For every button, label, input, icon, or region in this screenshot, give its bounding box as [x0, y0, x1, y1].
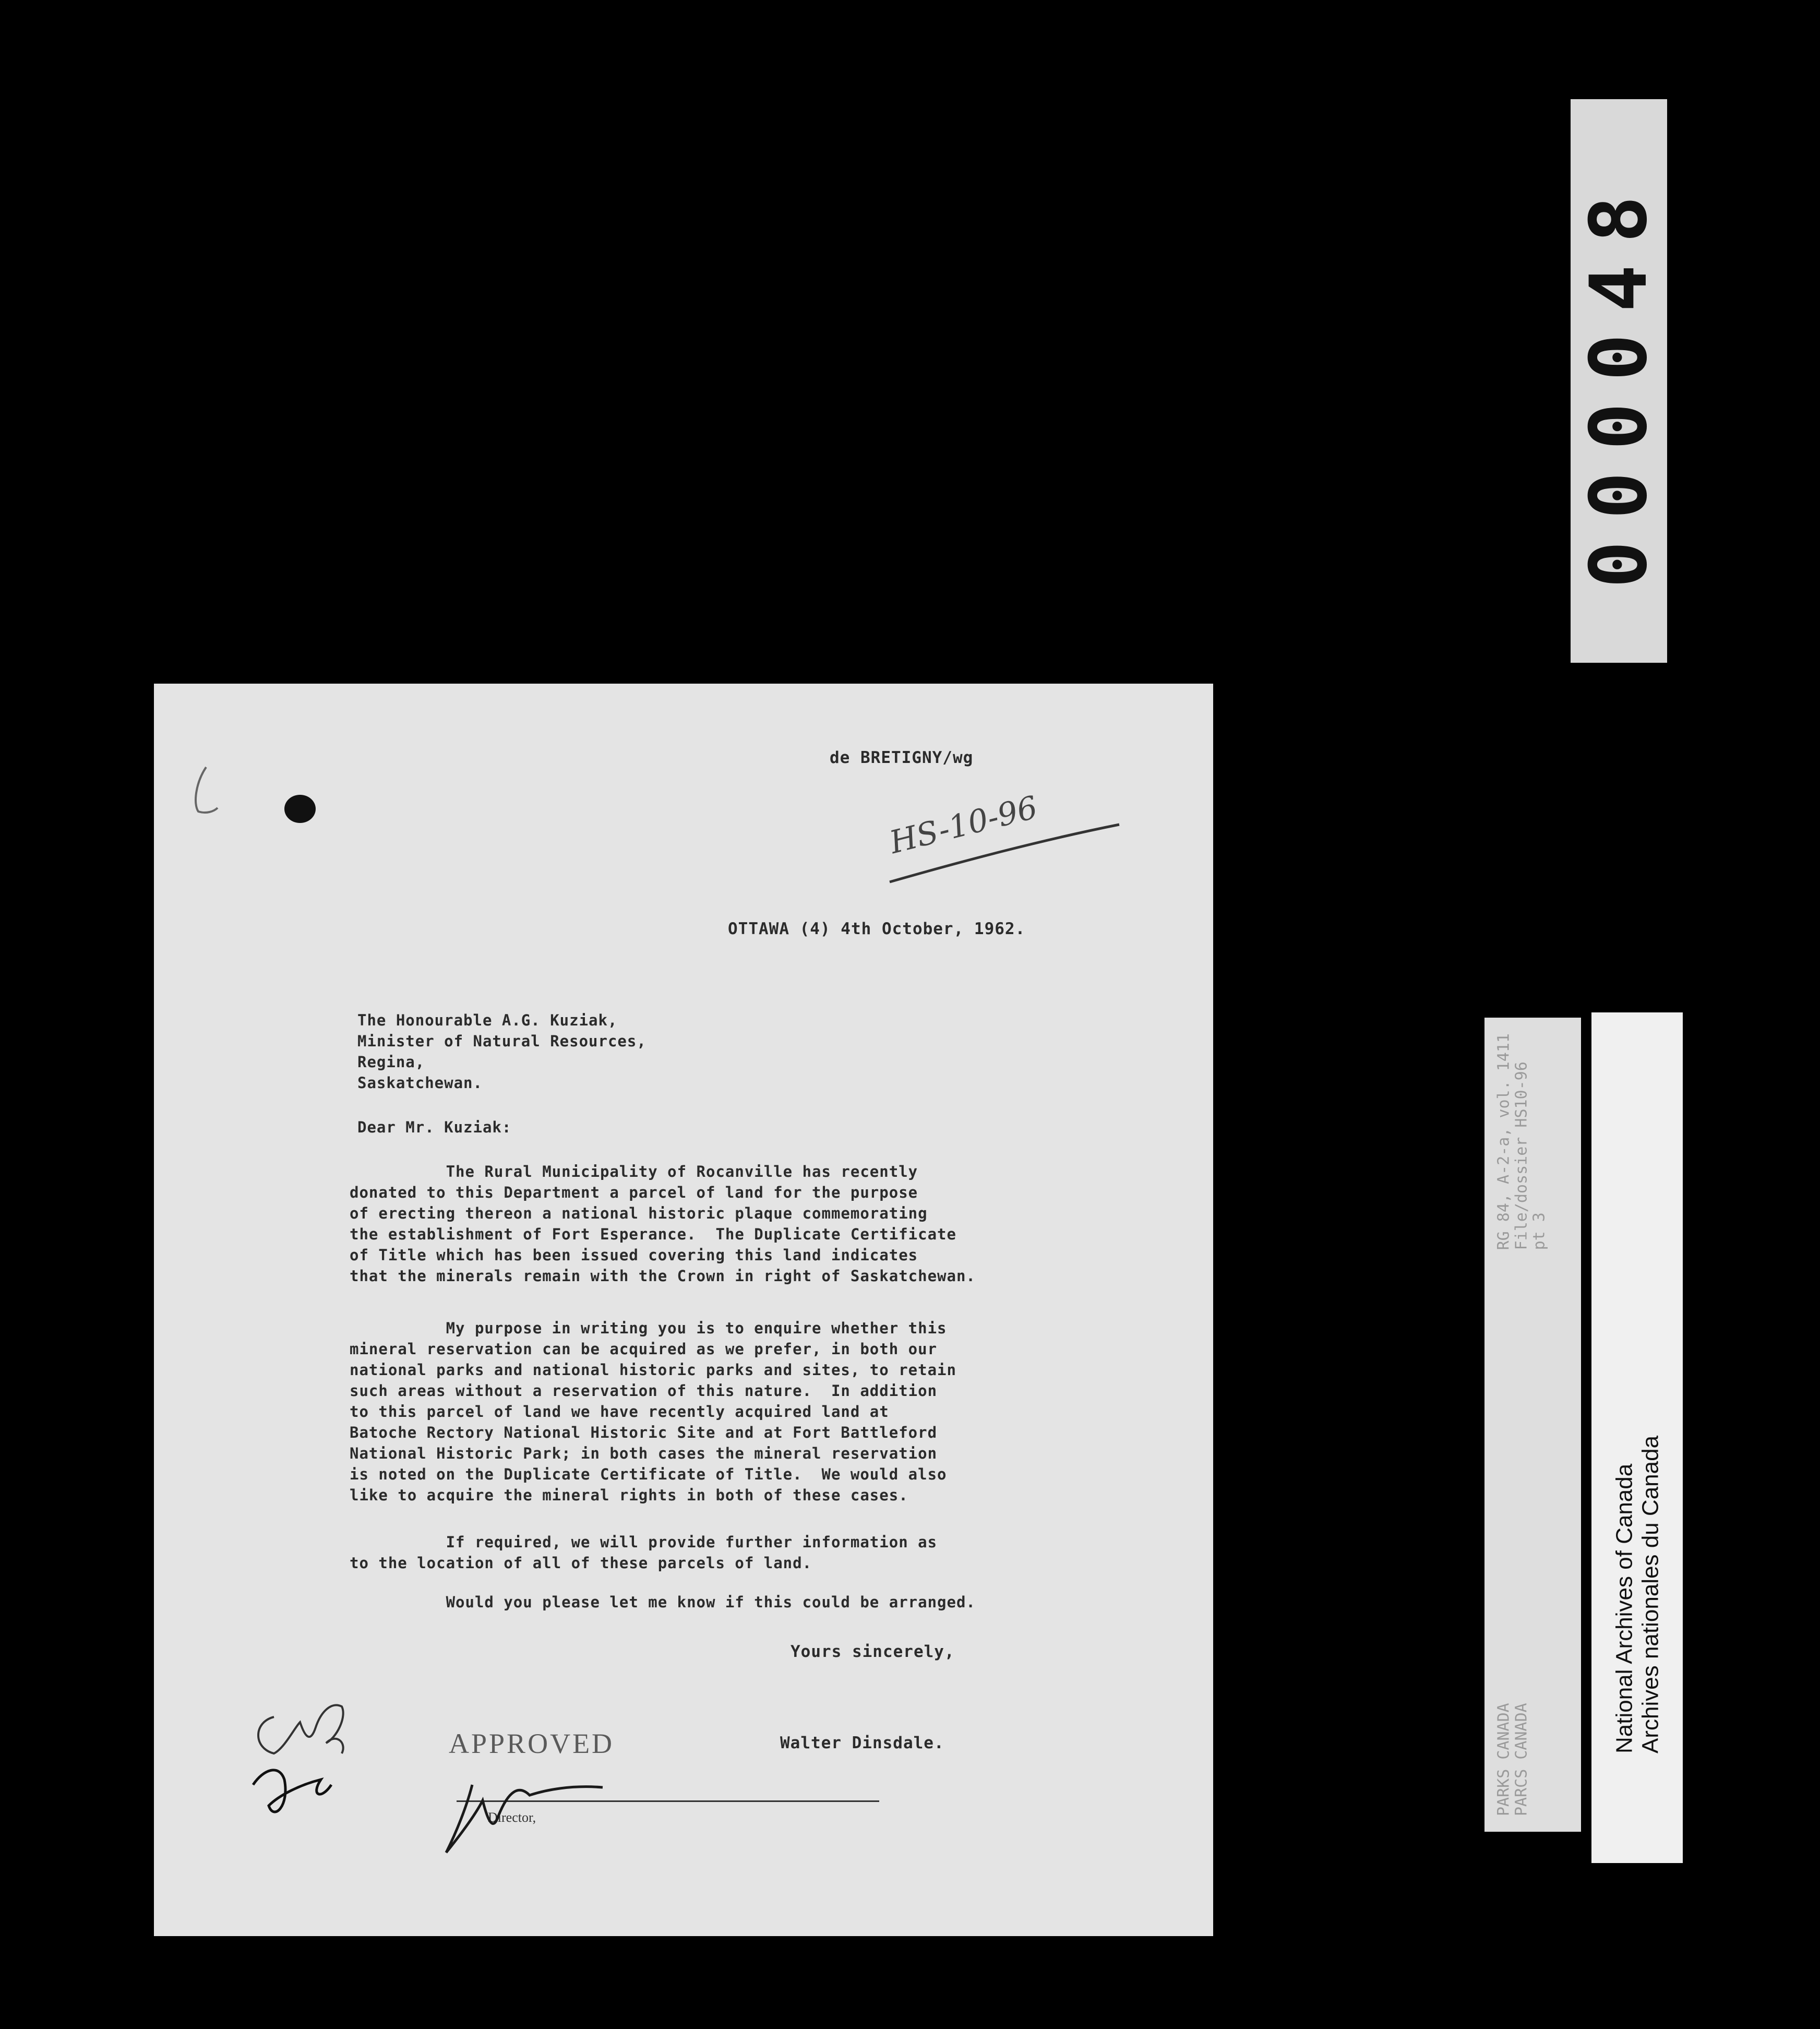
frame-number: 000048	[1573, 174, 1665, 588]
ink-blot	[279, 788, 321, 830]
agency-names	[1495, 1703, 1530, 1816]
paragraph-line: donated to this Department a parcel of land for the purpose	[350, 1184, 918, 1201]
recipient-line: Minister of Natural Resources,	[357, 1032, 646, 1050]
recipient-line: Regina,	[357, 1053, 425, 1071]
approved-stamp: APPROVED	[449, 1728, 615, 1759]
national-archives-label	[1591, 1012, 1683, 1863]
handwritten-mark	[185, 762, 227, 819]
agency-french: PARCS CANADA	[1512, 1703, 1530, 1816]
frame-number-strip	[1571, 99, 1667, 663]
archives-name-english: National Archives of Canada	[1611, 1463, 1637, 1753]
paragraph-line: national parks and national historic parks and sites, to retain	[350, 1361, 956, 1379]
recipient-line: The Honourable A.G. Kuziak,	[357, 1011, 618, 1029]
recipient-address	[357, 1010, 646, 1093]
archive-reference-label	[1484, 1018, 1581, 1832]
paragraph-4	[350, 1592, 976, 1613]
paragraph-line: the establishment of Fort Esperance. The Duplicate Certificate	[350, 1225, 956, 1243]
paragraph-line: Batoche Rectory National Historic Site and at Fort Battleford	[350, 1424, 938, 1441]
handwritten-initials	[243, 1696, 378, 1832]
reference-line-1: RG 84, A-2-a, vol. 1411	[1494, 1033, 1513, 1250]
salutation-text: Dear Mr. Kuziak:	[357, 1118, 512, 1136]
director-label: Director,	[488, 1810, 536, 1825]
director-signature	[436, 1748, 624, 1868]
paragraph-line: such areas without a reservation of this nature. In addition	[350, 1382, 938, 1400]
closing: Yours sincerely,	[791, 1642, 955, 1661]
letter-page	[154, 684, 1213, 1936]
letter-reference: de BRETIGNY/wg	[830, 748, 974, 767]
paragraph-line: of erecting thereon a national historic plaque commemorating	[350, 1204, 928, 1222]
agency-english: PARKS CANADA	[1494, 1703, 1513, 1816]
place-date: OTTAWA (4) 4th October, 1962.	[728, 920, 1026, 938]
recipient-line: Saskatchewan.	[357, 1074, 483, 1092]
paragraph-line: to this parcel of land we have recently acquired land at	[350, 1403, 889, 1421]
paragraph-line: My purpose in writing you is to enquire whether this	[350, 1319, 947, 1337]
file-number-underline	[884, 814, 1124, 892]
paragraph-1	[350, 1161, 976, 1286]
paragraph-line: like to acquire the mineral rights in both of these cases.	[350, 1486, 908, 1504]
paragraph-2	[350, 1318, 956, 1506]
paragraph-line: is noted on the Duplicate Certificate of Title. We would also	[350, 1465, 947, 1483]
reference-line-3: pt 3	[1530, 1212, 1548, 1250]
file-number-text: HS-10-96	[886, 789, 1041, 861]
paragraph-line: The Rural Municipality of Rocanville has recently	[350, 1163, 918, 1180]
reference-line-2: File/dossier HS10-96	[1512, 1061, 1530, 1250]
paragraph-line: that the minerals remain with the Crown in right of Saskatchewan.	[350, 1267, 976, 1285]
paragraph-3	[350, 1532, 937, 1573]
reference-numbers	[1495, 1033, 1548, 1250]
paragraph-line: National Historic Park; in both cases the mineral reservation	[350, 1445, 938, 1462]
archives-name-french: Archives nationales du Canada	[1637, 1435, 1663, 1753]
signatory-name: Walter Dinsdale.	[780, 1734, 944, 1752]
paragraph-line: to the location of all of these parcels of land.	[350, 1554, 812, 1572]
paragraph-line: mineral reservation can be acquired as we prefer, in both our	[350, 1340, 938, 1358]
handwritten-file-number	[884, 789, 1124, 892]
paragraph-line: of Title which has been issued covering this land indicates	[350, 1246, 918, 1264]
paragraph-line: Would you please let me know if this could be arranged.	[350, 1593, 976, 1611]
paragraph-line: If required, we will provide further information as	[350, 1533, 938, 1551]
salutation	[357, 1117, 511, 1138]
